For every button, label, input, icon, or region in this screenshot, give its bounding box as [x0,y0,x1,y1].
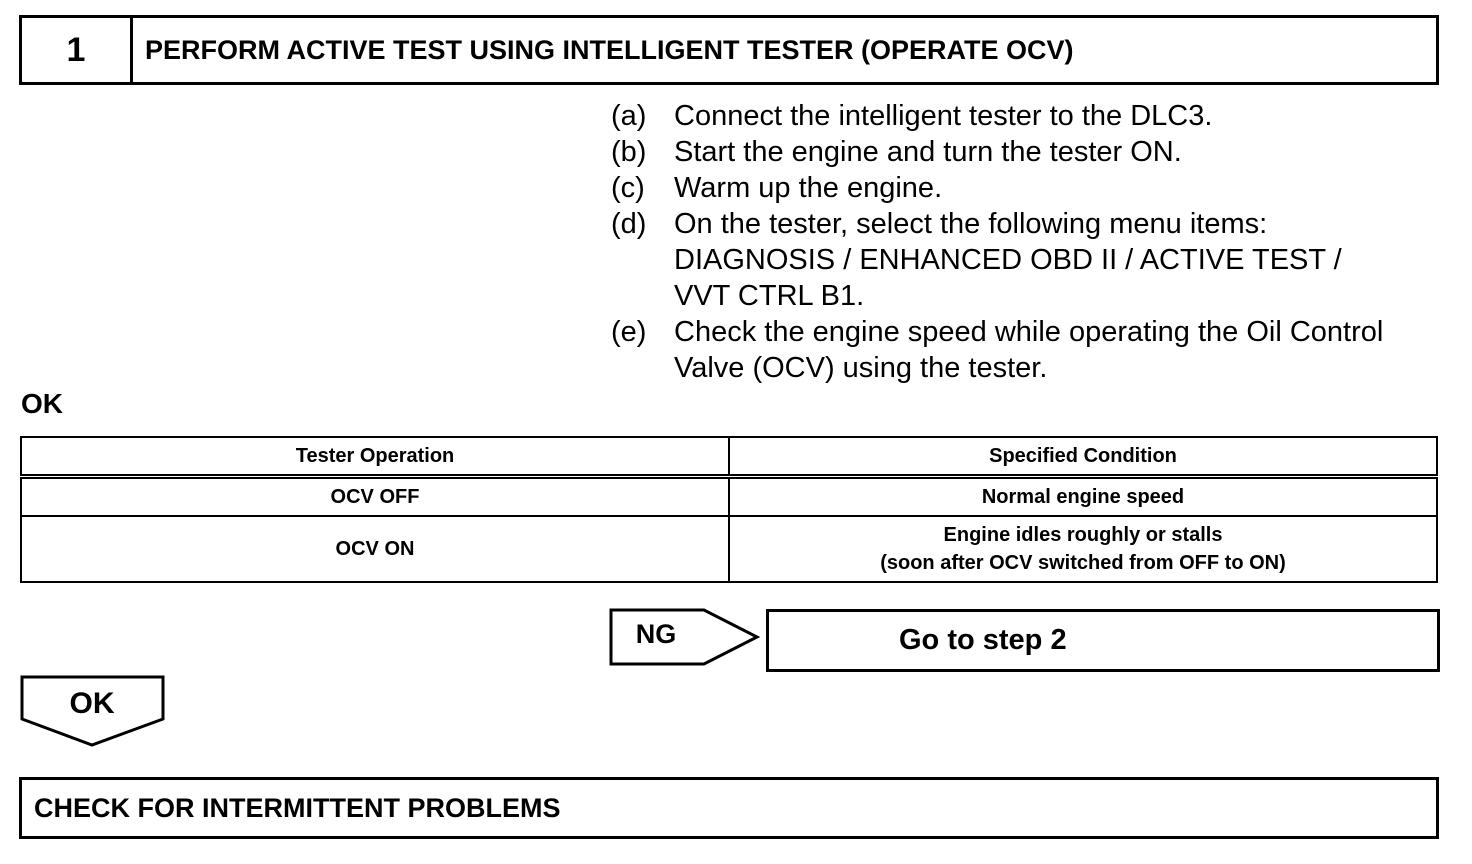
step-number: 1 [22,18,133,82]
condition-line: Normal engine speed [981,486,1185,508]
procedure-text: Start the engine and turn the tester ON. [674,136,1182,168]
ng-result-box [766,609,1440,672]
condition-line: (soon after OCV switched from OFF to ON) [880,552,1286,574]
table-cell-operation: OCV ON [21,516,729,582]
ok-heading: OK [21,388,63,419]
step-header [19,15,1439,85]
procedure-item [611,314,1451,386]
procedure-text-block [674,314,1451,386]
procedure-text-continuation: Valve (OCV) using the tester. [674,352,1048,384]
ng-result-text: Go to step 2 [899,624,1067,656]
table-header-row [21,437,1437,477]
procedure-marker: (d) [611,208,647,240]
procedure-marker: (a) [611,100,647,132]
table-header-cell: Specified Condition [729,437,1437,477]
procedure-text-continuation: DIAGNOSIS / ENHANCED OBD II / ACTIVE TEST / [674,244,1342,276]
procedure-marker: (e) [611,316,647,348]
next-step-title: CHECK FOR INTERMITTENT PROBLEMS [34,792,561,823]
procedure-text: On the tester, select the following menu items: [674,208,1268,240]
procedure-text: Warm up the engine. [674,172,943,204]
procedure-item [611,206,1451,314]
table-cell-condition [729,477,1437,517]
procedure-item [611,98,1451,134]
table-row [21,516,1437,582]
procedure-item [611,170,1451,206]
condition-line: Engine idles roughly or stalls [943,524,1223,546]
procedure-item [611,134,1451,170]
ok-arrow-label: OK [69,687,115,720]
ng-label: NG [635,619,677,649]
table-cell-condition [729,516,1437,582]
table-cell-operation: OCV OFF [21,477,729,517]
next-step-box [19,777,1439,839]
procedure-text-continuation: VVT CTRL B1. [674,280,865,312]
procedure-marker: (c) [611,172,645,204]
table-header-cell: Tester Operation [21,437,729,477]
procedure-text: Connect the intelligent tester to the DLC3. [674,100,1213,132]
procedure-list [611,98,1451,386]
table-row [21,477,1437,517]
procedure-text-block [674,206,1451,314]
procedure-marker: (b) [611,136,647,168]
spec-table [20,436,1438,583]
step-title: PERFORM ACTIVE TEST USING INTELLIGENT TESTER (OPERATE OCV) [145,34,1074,65]
procedure-text: Check the engine speed while operating the Oil Control [674,316,1384,348]
